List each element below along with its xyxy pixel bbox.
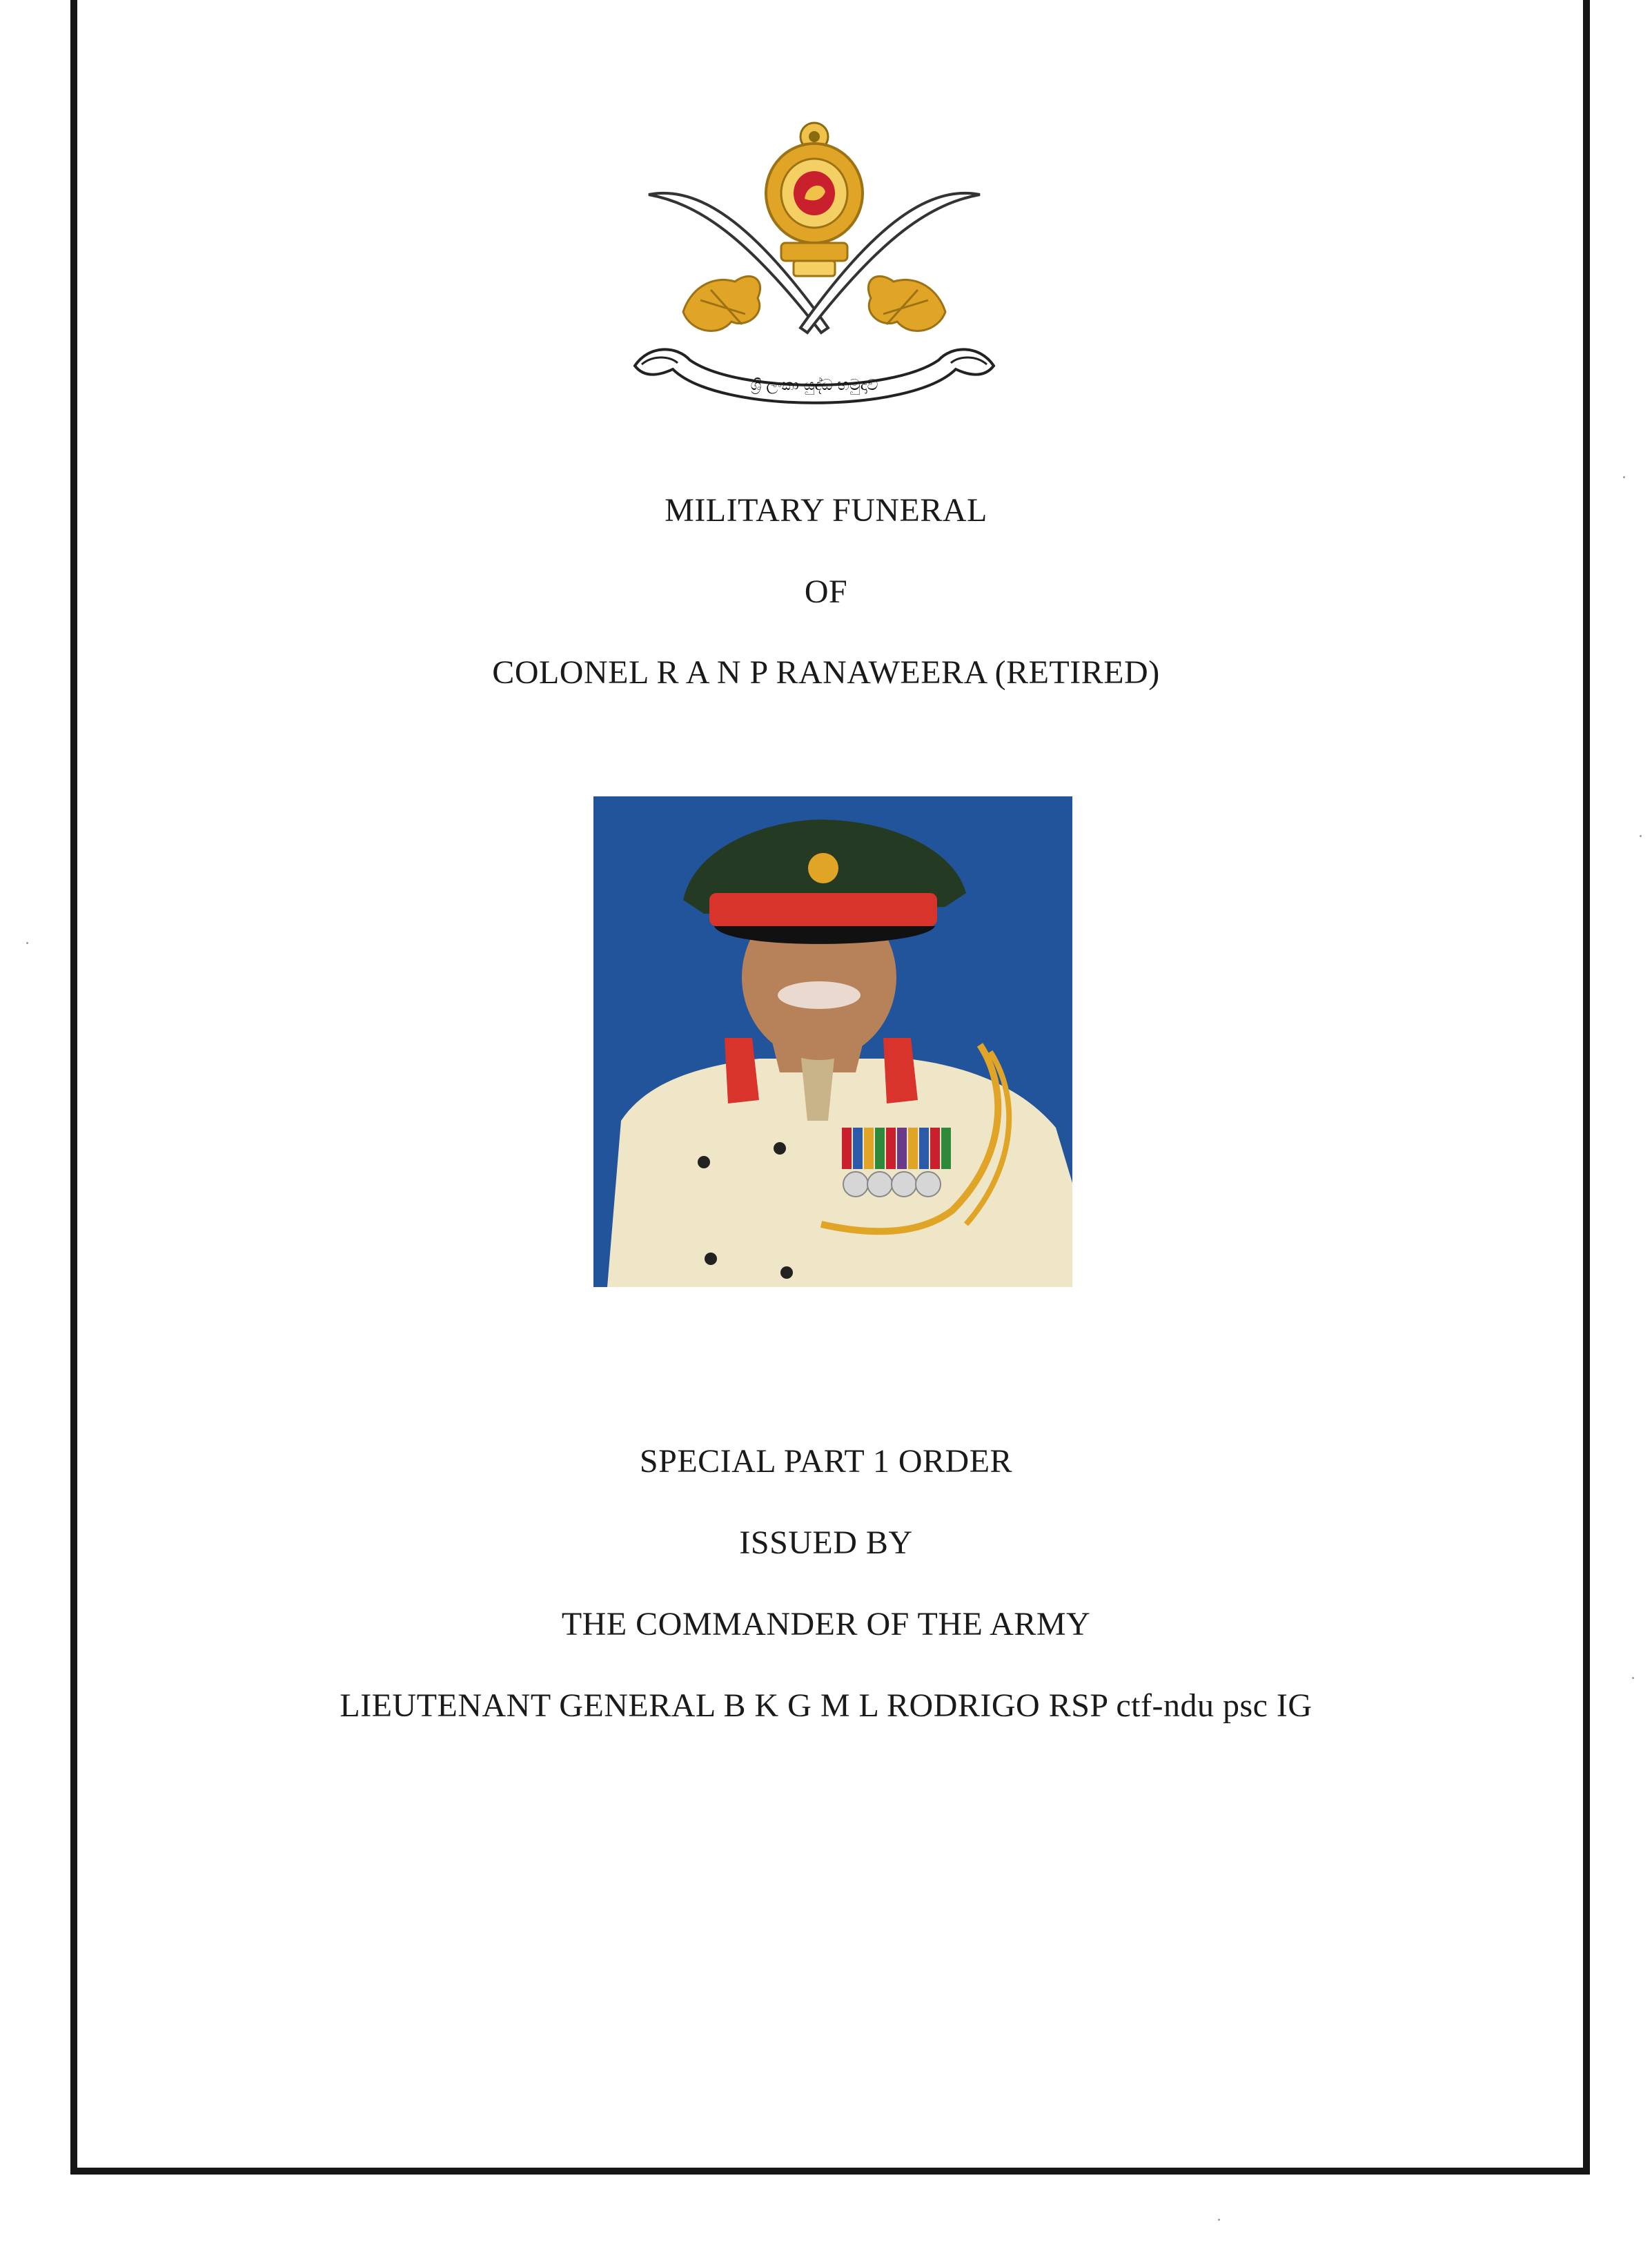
scan-speck: [1623, 476, 1625, 478]
lion-emblem-icon: [766, 144, 863, 243]
order-issued-by: ISSUED BY: [739, 1524, 913, 1561]
title-of: OF: [804, 573, 848, 610]
order-title: SPECIAL PART 1 ORDER: [639, 1443, 1013, 1480]
portrait-photo: [593, 796, 1072, 1287]
scan-speck: [26, 942, 28, 944]
title-colonel-name: COLONEL R A N P RANAWEERA (RETIRED): [492, 654, 1160, 691]
scan-speck: [1218, 2219, 1220, 2221]
order-commander: THE COMMANDER OF THE ARMY: [561, 1606, 1091, 1642]
army-crest-logo: [621, 117, 1007, 442]
crest-motto: ශ්‍රී ලංකා යුද්ධ හමුදාව: [750, 377, 878, 394]
gold-foliage-left: [683, 276, 760, 331]
order-commander-name: LIEUTENANT GENERAL B K G M L RODRIGO RSP ctf-ndu psc IG: [340, 1687, 1312, 1724]
crest-pedestal: [781, 243, 847, 276]
title-military-funeral: MILITARY FUNERAL: [665, 492, 987, 529]
gold-foliage-right: [868, 276, 945, 331]
scan-speck: [1632, 1677, 1634, 1679]
scan-speck: [1640, 835, 1642, 837]
